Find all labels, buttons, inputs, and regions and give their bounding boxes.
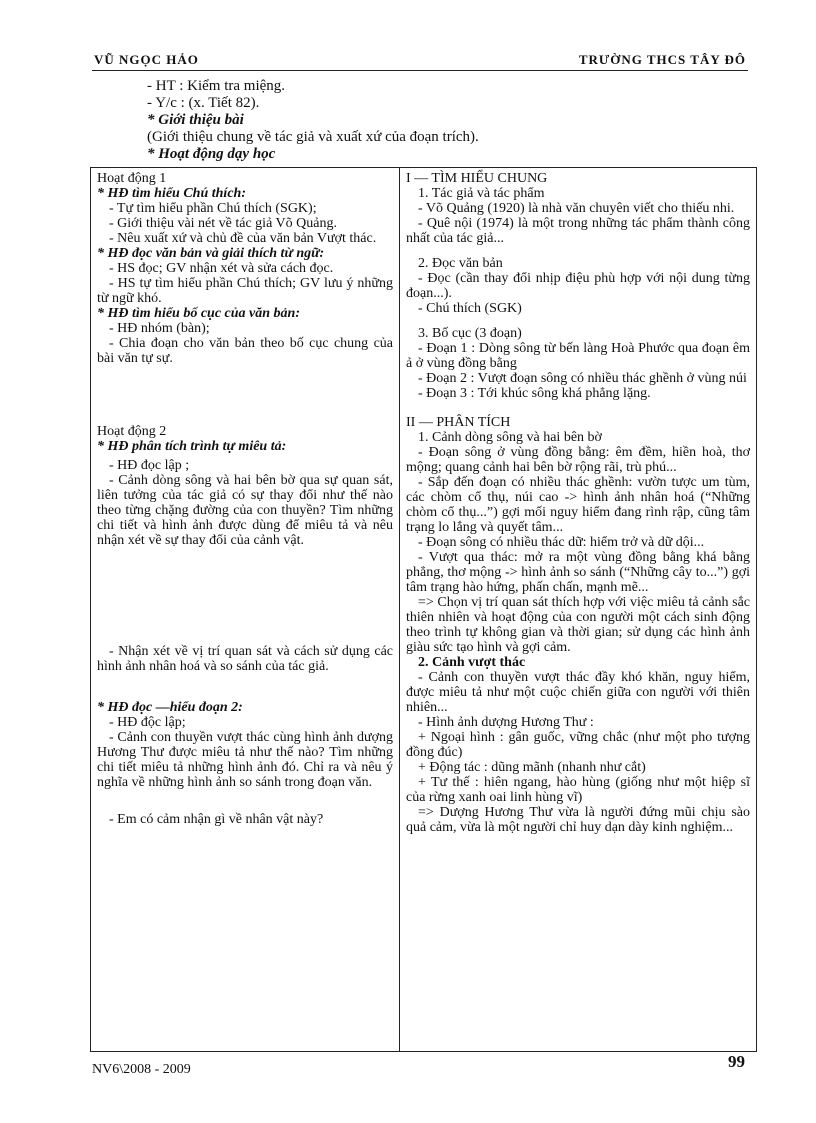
right-column-line: => Chọn vị trí quan sát thích hợp với việc miêu tả cảnh sắc thiên nhiên và hoạt động của con người một cách sinh động theo trình tự không gian và thời gian; sử dụng các hình ảnh giàu sức tạo hình và gợi cảm. [406,595,750,655]
right-column-line: - Đoạn 2 : Vượt đoạn sông có nhiều thác ghềnh ở vùng núi [418,371,747,386]
right-column-line: 1. Tác giả và tác phẩm [418,186,545,201]
spacer [97,366,393,424]
left-column-line: * HĐ đọc văn bản và giải thích từ ngữ: [97,246,325,261]
teacher-activities-column [91,168,400,1052]
left-column-line: - HS tự tìm hiểu phần Chú thích; GV lưu ý những từ ngữ khó. [97,276,393,306]
spacer [406,316,750,326]
intro-heading-hoat-dong: * Hoạt động dạy học [147,146,276,162]
right-column-line: - Chú thích (SGK) [418,301,522,316]
left-column-line: - HĐ độc lập; [109,715,186,730]
left-column-line: * HĐ đọc —hiểu đoạn 2: [97,700,243,715]
intro-line-4: (Giới thiệu chung về tác giả và xuất xứ của đoạn trích). [147,129,479,145]
left-column-line: Hoạt động 2 [97,424,167,439]
left-column-line: * HĐ tìm hiểu Chú thích: [97,186,246,201]
right-column-line: - Đoạn sông ở vùng đồng bằng: êm đềm, hiền hoà, thơ mộng; quang cảnh hai bên bờ rộng rãi, trù phú... [406,445,750,475]
spacer [406,246,750,256]
left-column-line: - Nhận xét về vị trí quan sát và cách sử dụng các hình ảnh nhân hoá và so sánh của tác giả. [97,644,393,674]
header-school: TRƯỜNG THCS TÂY ĐÔ [578,52,746,67]
left-column-line: - Em có cảm nhận gì về nhân vật này? [109,812,324,827]
spacer [97,674,393,700]
left-column-line: - HĐ nhóm (bàn); [109,321,210,336]
intro-heading-gioi-thieu: * Giới thiệu bài [147,112,244,128]
left-column-line: - HS đọc; GV nhận xét và sửa cách đọc. [109,261,334,276]
right-column-line: - Đoạn 3 : Tới khúc sông khá phẳng lặng. [418,386,651,401]
header-rule [92,70,748,71]
right-column-line: II — PHÂN TÍCH [406,415,511,430]
right-column-line: - Đọc (cần thay đổi nhịp điệu phù hợp với nội dung từng đoạn...). [406,271,750,301]
intro-line-1: - HT : Kiểm tra miệng. [147,78,286,94]
right-column-line: - Quê nội (1974) là một trong những tác phẩm thành công nhất của tác giả... [406,216,750,246]
footer-course: NV6\2008 - 2009 [92,1062,191,1077]
left-column-line: * HĐ tìm hiểu bố cục của văn bản: [97,306,301,321]
right-column-line: + Ngoại hình : gân guốc, vững chắc (như một pho tượng đồng đúc) [406,730,750,760]
left-column-line: Hoạt động 1 [97,171,167,186]
right-column-line: - Đoạn 1 : Dòng sông từ bến làng Hoà Phước qua đoạn êm ả ở vùng đồng bằng [406,341,750,371]
intro-line-2: - Y/c : (x. Tiết 82). [147,95,260,111]
left-column-line: - Nêu xuất xứ và chủ đề của văn bản Vượt thác. [109,231,377,246]
right-column-line: - Đoạn sông có nhiều thác dữ: hiểm trở và dữ dội... [418,535,705,550]
spacer [97,790,393,812]
left-column-line: - Cảnh con thuyền vượt thác cùng hình ảnh dượng Hương Thư được miêu tả như thế nào? Tìm những chi tiết miêu tả những hình ảnh đó. Chỉ ra và nêu ý nghĩa về những hình ảnh so sánh trong đoạn văn. [97,730,393,790]
right-column-line: - Cảnh con thuyền vượt thác đầy khó khăn, nguy hiểm, được miêu tả như một cuộc chiến giữa con người với thiên nhiên... [406,670,750,715]
right-column-line: 2. Cảnh vượt thác [418,655,526,670]
left-column-line: - HĐ đọc lập ; [109,458,190,473]
spacer [406,401,750,415]
right-column-line: + Động tác : dũng mãnh (nhanh như cắt) [418,760,646,775]
left-column-line: - Chia đoạn cho văn bản theo bố cục chung của bài văn tự sự. [97,336,393,366]
right-column-line: - Sắp đến đoạn có nhiều thác ghềnh: vườn tược um tùm, các chòm cổ thụ, núi cao -> hình ảnh nhân hoá (“Những chòm cổ thụ...”) gợi mối nguy hiểm đang rình rập, cũng tâm trạng lo lắng và quyết tâm... [406,475,750,535]
right-column-line: - Vượt qua thác: mở ra một vùng đồng bằng khá bằng phẳng, thơ mộng -> hình ảnh so sánh (“Những cây to...”) gợi tâm trạng hào hứng, phấn chấn, mạnh mẽ... [406,550,750,595]
page-number: 99 [728,1052,745,1071]
lesson-table [90,167,757,1052]
right-column-line: - Hình ảnh dượng Hương Thư : [418,715,594,730]
right-column-line: 1. Cảnh dòng sông và hai bên bờ [418,430,602,445]
left-column-line: * HĐ phân tích trình tự miêu tả: [97,439,287,454]
intro-block [147,78,747,163]
left-column-line: - Tự tìm hiểu phần Chú thích (SGK); [109,201,317,216]
left-column-line: - Giới thiệu vài nét về tác giả Võ Quảng. [109,216,337,231]
right-column-line: => Dượng Hương Thư vừa là người đứng mũi chịu sào quả cảm, vừa là một người chỉ huy dạn dày kinh nghiệm... [406,805,750,835]
spacer [97,548,393,644]
right-column-line: + Tư thế : hiên ngang, hào hùng (giống như một hiệp sĩ của rừng xanh oai linh hùng vĩ) [406,775,750,805]
right-column-line: 3. Bố cục (3 đoạn) [418,326,522,341]
left-column-line: - Cảnh dòng sông và hai bên bờ qua sự quan sát, liên tưởng của tác giả có sự thay đổi như thế nào theo từng chặng đường của con thuyền? Tìm những chi tiết và hình ảnh được dùng để miêu tả và nêu nhận xét về sự thay đổi của cảnh vật. [97,473,393,548]
right-column-line: I — TÌM HIỂU CHUNG [406,171,548,186]
lesson-content-column [400,168,757,1052]
header-author: VŨ NGỌC HẢO [94,52,199,67]
right-column-line: 2. Đọc văn bản [418,256,503,271]
right-column-line: - Võ Quảng (1920) là nhà văn chuyên viết cho thiếu nhi. [418,201,735,216]
